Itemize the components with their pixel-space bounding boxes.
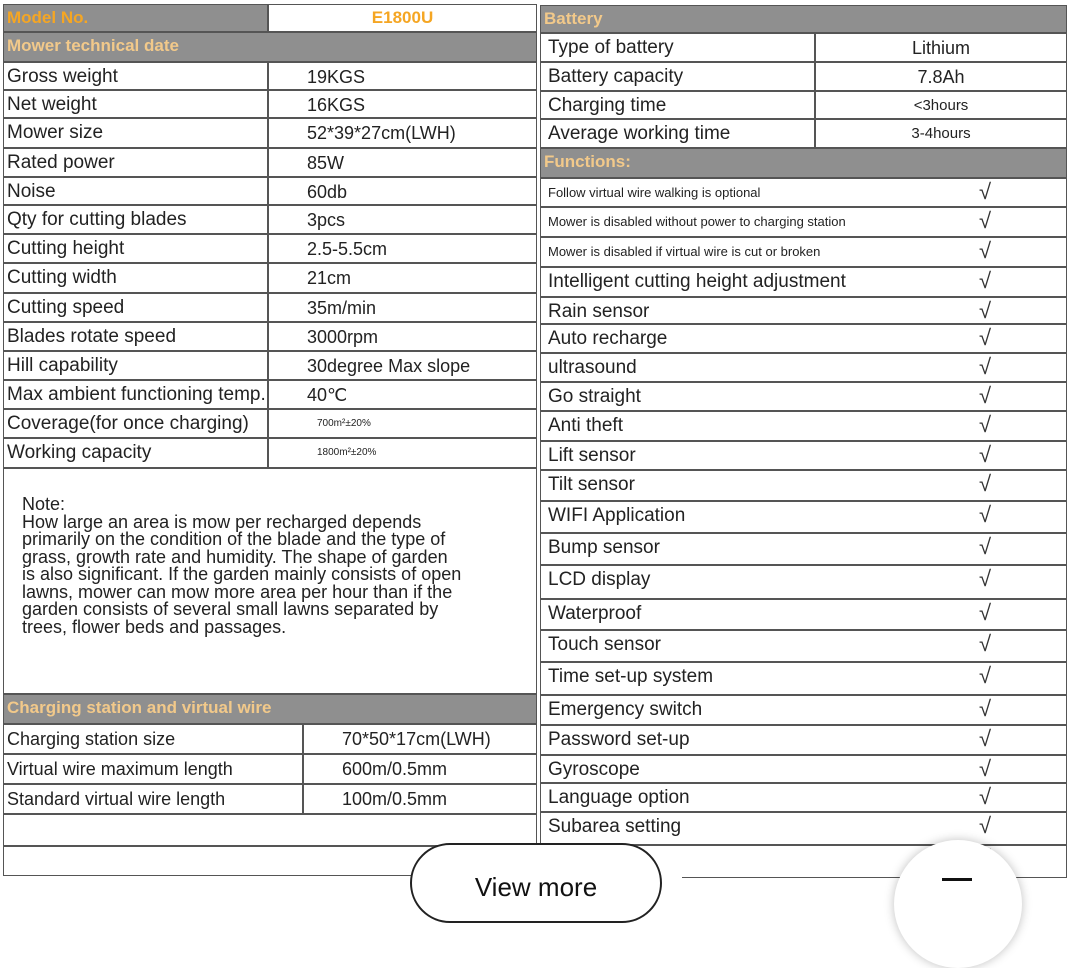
spec-value: 16KGS — [268, 90, 537, 118]
scroll-top-button[interactable] — [894, 840, 1022, 968]
spec-label: Cutting width — [3, 263, 268, 293]
checkmark-icon: √ — [978, 298, 992, 323]
spec-value: 700m²±20% — [268, 409, 537, 438]
battery-header: Battery — [540, 5, 1067, 33]
function-label: Language option — [540, 783, 1067, 812]
function-label: LCD display — [540, 565, 1067, 599]
charging-value: 100m/0.5mm — [303, 784, 537, 814]
checkmark-icon: √ — [978, 726, 992, 751]
checkmark-icon: √ — [978, 696, 992, 721]
spec-value: 30degree Max slope — [268, 351, 537, 380]
function-label: ultrasound — [540, 353, 1067, 382]
function-label: Go straight — [540, 382, 1067, 411]
model-value: E1800U — [268, 4, 537, 32]
checkmark-icon: √ — [978, 471, 992, 496]
function-label: Subarea setting — [540, 812, 1067, 845]
spec-value: 3pcs — [268, 205, 537, 234]
mower-header: Mower technical date — [3, 32, 537, 62]
spec-label: Blades rotate speed — [3, 322, 268, 351]
charging-label: Standard virtual wire length — [3, 784, 303, 814]
function-label: Follow virtual wire walking is optional — [540, 178, 1067, 207]
spec-value: 85W — [268, 148, 537, 177]
spec-value: 19KGS — [268, 62, 537, 90]
spec-label: Rated power — [3, 148, 268, 177]
spec-label: Max ambient functioning temp. — [3, 380, 268, 409]
battery-label: Charging time — [540, 91, 815, 119]
spec-value: 1800m²±20% — [268, 438, 537, 468]
functions-header: Functions: — [540, 148, 1067, 178]
function-label: Time set-up system — [540, 662, 1067, 695]
battery-value: <3hours — [815, 91, 1067, 119]
spec-label: Hill capability — [3, 351, 268, 380]
model-label: Model No. — [3, 4, 268, 32]
spec-label: Coverage(for once charging) — [3, 409, 268, 438]
spec-value: 40℃ — [268, 380, 537, 409]
function-label: Gyroscope — [540, 755, 1067, 783]
note-text: Note: How large an area is mow per recharged depends primarily on the condition of the blade and the type of grass, growth rate and humidity. The shape of garden is also significant. If the garden mainly consists of open lawns, mower can mow more area per hour than if the garden consists of several small lawns separated by trees, flower beds and passages. — [22, 494, 462, 637]
function-label: Intelligent cutting height adjustment — [540, 267, 1067, 297]
checkmark-icon: √ — [978, 784, 992, 809]
checkmark-icon: √ — [978, 813, 992, 838]
battery-value: Lithium — [815, 33, 1067, 62]
function-label: Rain sensor — [540, 297, 1067, 324]
spec-label: Cutting speed — [3, 293, 268, 322]
checkmark-icon: √ — [978, 566, 992, 591]
battery-value: 7.8Ah — [815, 62, 1067, 91]
checkmark-icon: √ — [978, 179, 992, 204]
spec-label: Net weight — [3, 90, 268, 118]
view-more-button[interactable]: View more — [410, 843, 662, 923]
spec-value: 35m/min — [268, 293, 537, 322]
function-label: Auto recharge — [540, 324, 1067, 353]
spec-value: 60db — [268, 177, 537, 205]
function-label: Waterproof — [540, 599, 1067, 630]
spec-value: 21cm — [268, 263, 537, 293]
function-label: Password set-up — [540, 725, 1067, 755]
checkmark-icon: √ — [978, 631, 992, 656]
function-label: Lift sensor — [540, 441, 1067, 470]
function-label: Bump sensor — [540, 533, 1067, 565]
spec-value: 3000rpm — [268, 322, 537, 351]
spec-value: 2.5-5.5cm — [268, 234, 537, 263]
spec-label: Mower size — [3, 118, 268, 148]
checkmark-icon: √ — [978, 354, 992, 379]
checkmark-icon: √ — [978, 268, 992, 293]
spec-value: 52*39*27cm(LWH) — [268, 118, 537, 148]
battery-label: Average working time — [540, 119, 815, 148]
charging-value: 70*50*17cm(LWH) — [303, 724, 537, 754]
battery-label: Type of battery — [540, 33, 815, 62]
checkmark-icon: √ — [978, 412, 992, 437]
spec-label: Gross weight — [3, 62, 268, 90]
checkmark-icon: √ — [978, 756, 992, 781]
function-label: Anti theft — [540, 411, 1067, 441]
spec-label: Qty for cutting blades — [3, 205, 268, 234]
checkmark-icon: √ — [978, 383, 992, 408]
checkmark-icon: √ — [978, 325, 992, 350]
spec-label: Working capacity — [3, 438, 268, 468]
charging-header: Charging station and virtual wire — [3, 694, 537, 724]
checkmark-icon: √ — [978, 600, 992, 625]
spec-label: Cutting height — [3, 234, 268, 263]
checkmark-icon: √ — [978, 442, 992, 467]
charging-value: 600m/0.5mm — [303, 754, 537, 784]
scroll-top-icon — [942, 878, 972, 881]
function-label: Mower is disabled without power to charging station — [540, 207, 1067, 237]
battery-label: Battery capacity — [540, 62, 815, 91]
function-label: Mower is disabled if virtual wire is cut or broken — [540, 237, 1067, 267]
function-label: Touch sensor — [540, 630, 1067, 662]
battery-value: 3-4hours — [815, 119, 1067, 148]
checkmark-icon: √ — [978, 534, 992, 559]
function-label: Emergency switch — [540, 695, 1067, 725]
checkmark-icon: √ — [978, 502, 992, 527]
checkmark-icon: √ — [978, 208, 992, 233]
function-label: Tilt sensor — [540, 470, 1067, 501]
checkmark-icon: √ — [978, 663, 992, 688]
charging-label: Virtual wire maximum length — [3, 754, 303, 784]
empty-row — [3, 814, 537, 846]
function-label: WIFI Application — [540, 501, 1067, 533]
spec-label: Noise — [3, 177, 268, 205]
charging-label: Charging station size — [3, 724, 303, 754]
checkmark-icon: √ — [978, 238, 992, 263]
